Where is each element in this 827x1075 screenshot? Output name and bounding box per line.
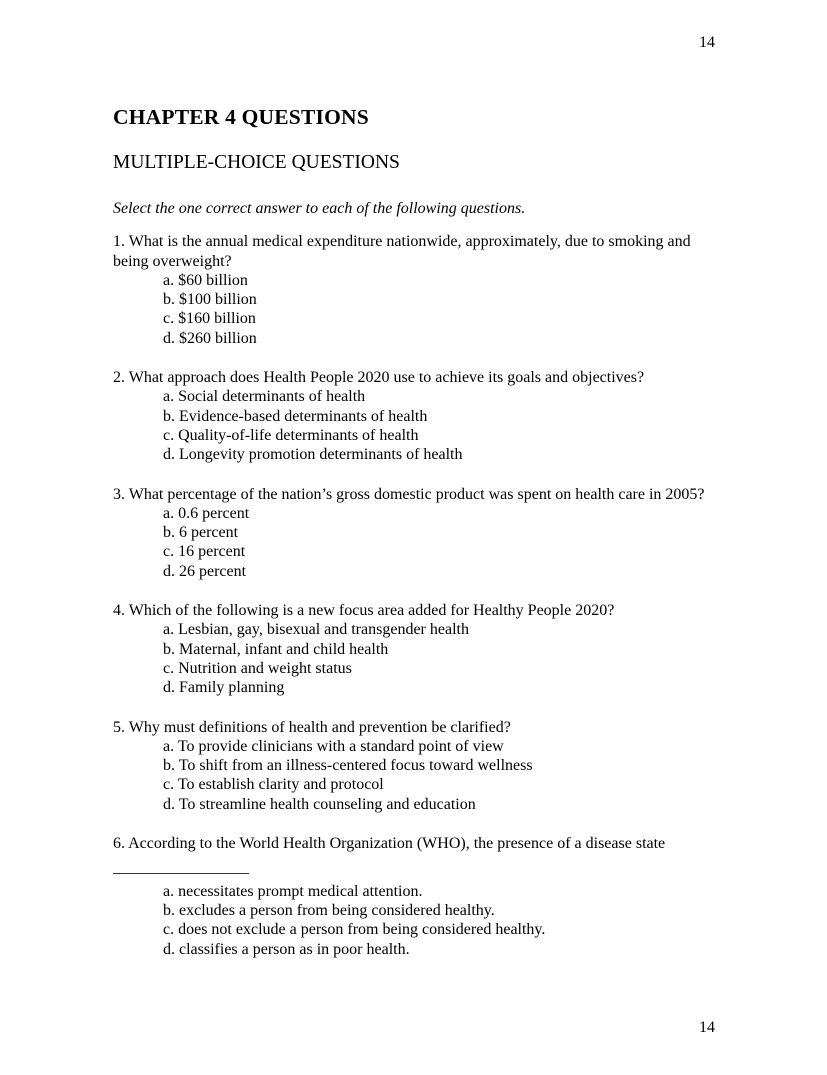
question-3-option-d: d. 26 percent: [163, 562, 247, 580]
section-title: MULTIPLE-CHOICE QUESTIONS: [113, 152, 400, 173]
question-2-option-a: a. Social determinants of health: [163, 388, 366, 406]
question-6-option-d: d. classifies a person as in poor health.: [163, 940, 410, 958]
question-5-stem: 5. Why must definitions of health and prevention be clarified?: [113, 718, 511, 736]
question-5-option-b: b. To shift from an illness-centered focus toward wellness: [163, 757, 533, 775]
question-1-option-d: d. $260 billion: [163, 329, 257, 347]
question-3-option-c: c. 16 percent: [163, 543, 246, 561]
question-5-option-d: d. To streamline health counseling and education: [163, 795, 476, 813]
question-6-answer-blank: _________________: [113, 859, 249, 877]
question-4-stem: 4. Which of the following is a new focus area added for Healthy People 2020?: [113, 602, 615, 620]
question-6-option-a: a. necessitates prompt medical attention.: [163, 882, 423, 900]
question-4-option-d: d. Family planning: [163, 679, 285, 697]
question-5-option-a: a. To provide clinicians with a standard point of view: [163, 737, 504, 755]
question-6-option-c: c. does not exclude a person from being considered healthy.: [163, 921, 546, 939]
question-3: [113, 485, 714, 581]
question-5: [113, 718, 714, 814]
question-3-stem: 3. What percentage of the nation’s gross domestic product was spent on health care in 2005?: [113, 485, 705, 503]
question-4: [113, 601, 714, 697]
question-6-option-b: b. excludes a person from being considered healthy.: [163, 901, 495, 919]
question-2-option-c: c. Quality-of-life determinants of health: [163, 426, 419, 444]
page-number-top: 14: [699, 34, 715, 51]
question-4-option-a: a. Lesbian, gay, bisexual and transgender health: [163, 621, 469, 639]
question-2: [113, 368, 714, 464]
page-number-bottom: 14: [699, 1019, 715, 1036]
question-1-option-c: c. $160 billion: [163, 310, 256, 328]
instructions-line: Select the one correct answer to each of the following questions.: [113, 200, 526, 217]
question-1: [113, 232, 714, 348]
question-1-stem: 1. What is the annual medical expenditure nationwide, approximately, due to smoking and being overweight?: [113, 233, 691, 270]
chapter-title: CHAPTER 4 QUESTIONS: [113, 105, 369, 129]
question-4-option-c: c. Nutrition and weight status: [163, 659, 352, 677]
question-2-stem: 2. What approach does Health People 2020 use to achieve its goals and objectives?: [113, 369, 645, 387]
question-6: [113, 834, 714, 959]
page-content: [113, 0, 714, 979]
question-2-option-b: b. Evidence-based determinants of health: [163, 407, 428, 425]
question-1-option-b: b. $100 billion: [163, 291, 257, 309]
question-2-option-d: d. Longevity promotion determinants of health: [163, 446, 463, 464]
question-3-option-b: b. 6 percent: [163, 524, 239, 542]
question-5-option-c: c. To establish clarity and protocol: [163, 776, 384, 794]
question-3-option-a: a. 0.6 percent: [163, 504, 250, 522]
question-4-option-b: b. Maternal, infant and child health: [163, 640, 389, 658]
question-1-option-a: a. $60 billion: [163, 271, 248, 289]
question-6-stem: 6. According to the World Health Organization (WHO), the presence of a disease state: [113, 835, 666, 853]
